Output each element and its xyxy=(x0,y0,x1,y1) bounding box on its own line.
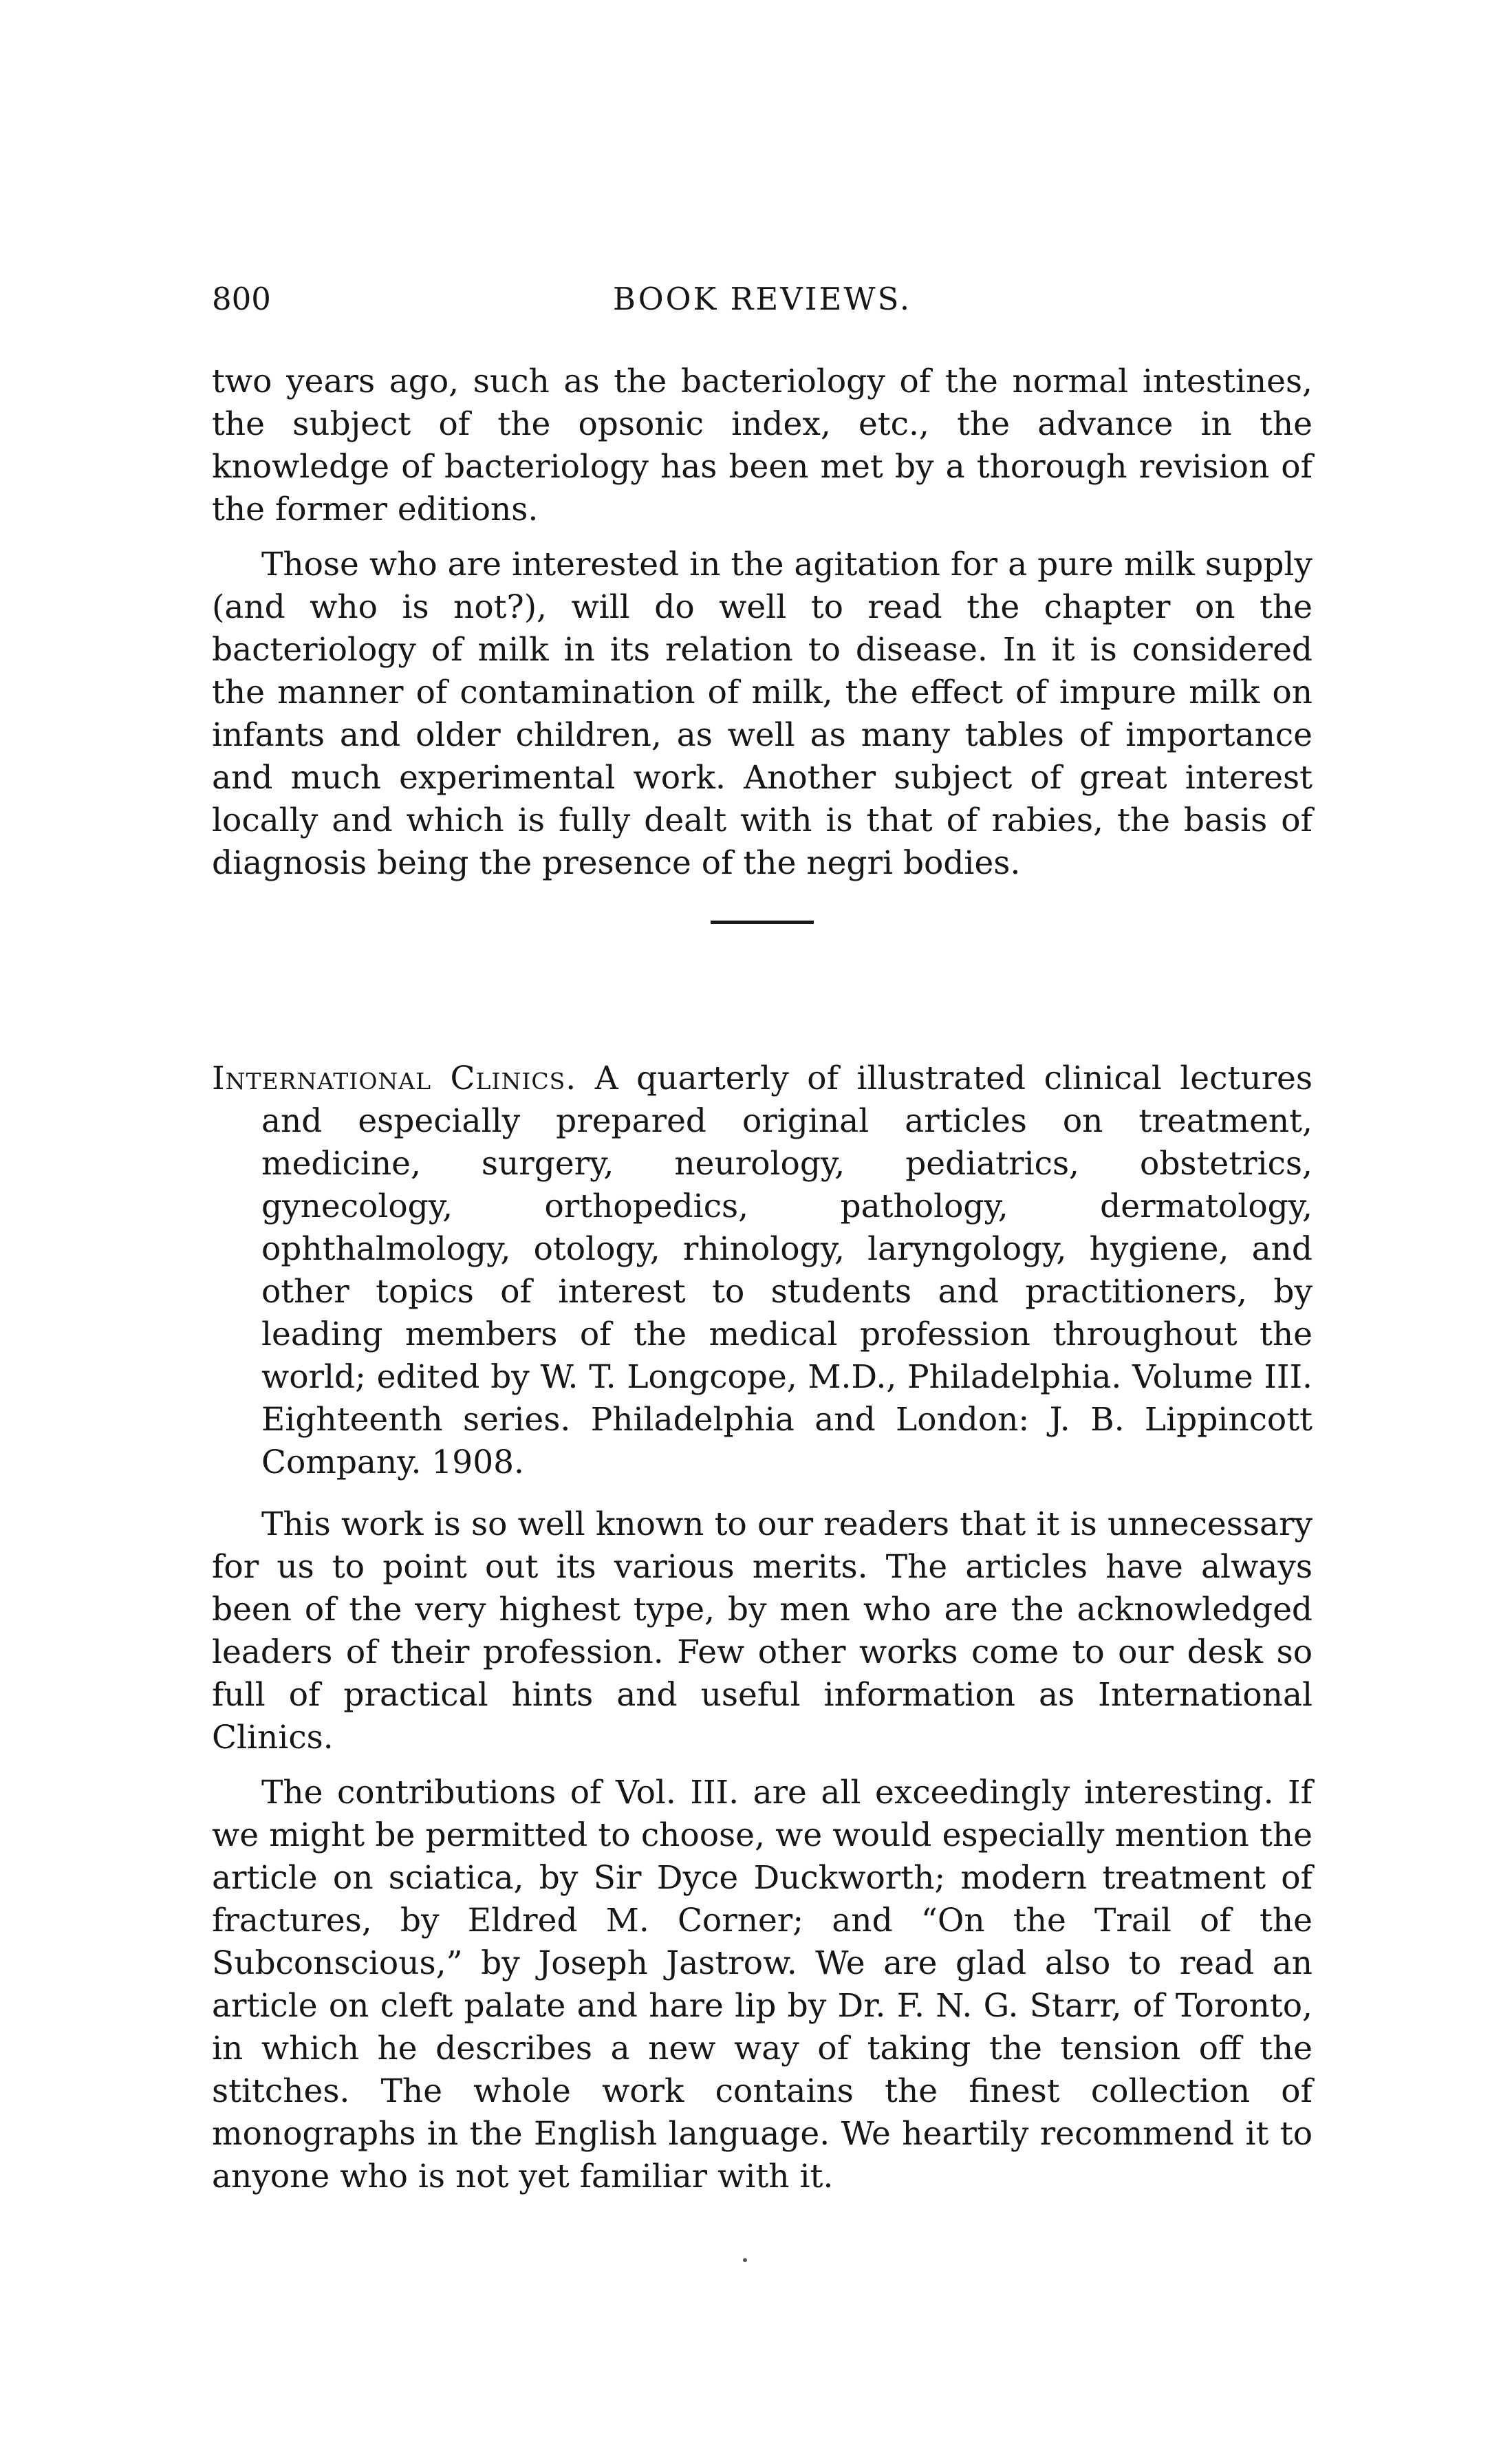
review-paragraph-1: This work is so well known to our readers that it is unnecessary for us to point out its various merits. The articles have always been of the very highest type, by men who are the acknowledged leaders of their profession. Few other works come to our desk so full of practical hints and useful information as International Clinics. xyxy=(212,1505,1313,1756)
running-head xyxy=(212,275,1313,323)
print-speck xyxy=(743,2258,747,2262)
section-divider xyxy=(711,921,814,924)
review-entry-heading xyxy=(212,1057,1313,1484)
page-number: 800 xyxy=(212,281,271,317)
review-continued-paragraph-1: two years ago, such as the bacteriology of the normal intestines, the subject of the opsonic index, etc., the advance in the knowledge of bacteriology has been met by a thorough revision of the former editions. xyxy=(212,363,1313,528)
page-content xyxy=(212,275,1313,2198)
review-entry-title: International Clinics. xyxy=(212,1060,577,1097)
review-paragraph-2: The contributions of Vol. III. are all exceedingly interesting. If we might be permitted to choose, we would especially mention the article on sciatica, by Sir Dyce Duckworth; modern treatment of fractures, by Eldred M. Corner; and “On the Trail of the Subconscious,” by Joseph Jastrow. We are glad also to read an article on cleft palate and hare lip by Dr. F. N. G. Starr, of Toronto, in which he describes a new way of taking the tension off the stitches. The whole work contains the finest collection of monographs in the English language. We heartily recommend it to anyone who is not yet familiar with it. xyxy=(212,1774,1313,2195)
review-continued-paragraph-2: Those who are interested in the agitation for a pure milk supply (and who is not?), will do well to read the chapter on the bacteriology of milk in its relation to disease. In it is considered the manner of contamination of milk, the effect of impure milk on infants and older children, as well as many tables of importance and much experimental work. Another subject of great interest locally and which is fully dealt with is that of rabies, the basis of diagnosis being the presence of the negri bodies. xyxy=(212,546,1313,882)
review-entry-citation: A quarterly of illustrated clinical lectures and especially prepared original articles on treatment, medicine, surgery, neurology, pediatrics, obstetrics, gynecology, orthopedics, pathology, dermatology, ophthalmology, otology, rhinology, laryngology, hygiene, and other topics of interest to students and practitioners, by leading members of the medical profession throughout the world; edited by W. T. Longcope, M.D., Philadelphia. Volume III. Eighteenth series. Philadelphia and London: J. B. Lippincott Company. 1908. xyxy=(261,1060,1313,1481)
running-title: BOOK REVIEWS. xyxy=(612,281,912,317)
